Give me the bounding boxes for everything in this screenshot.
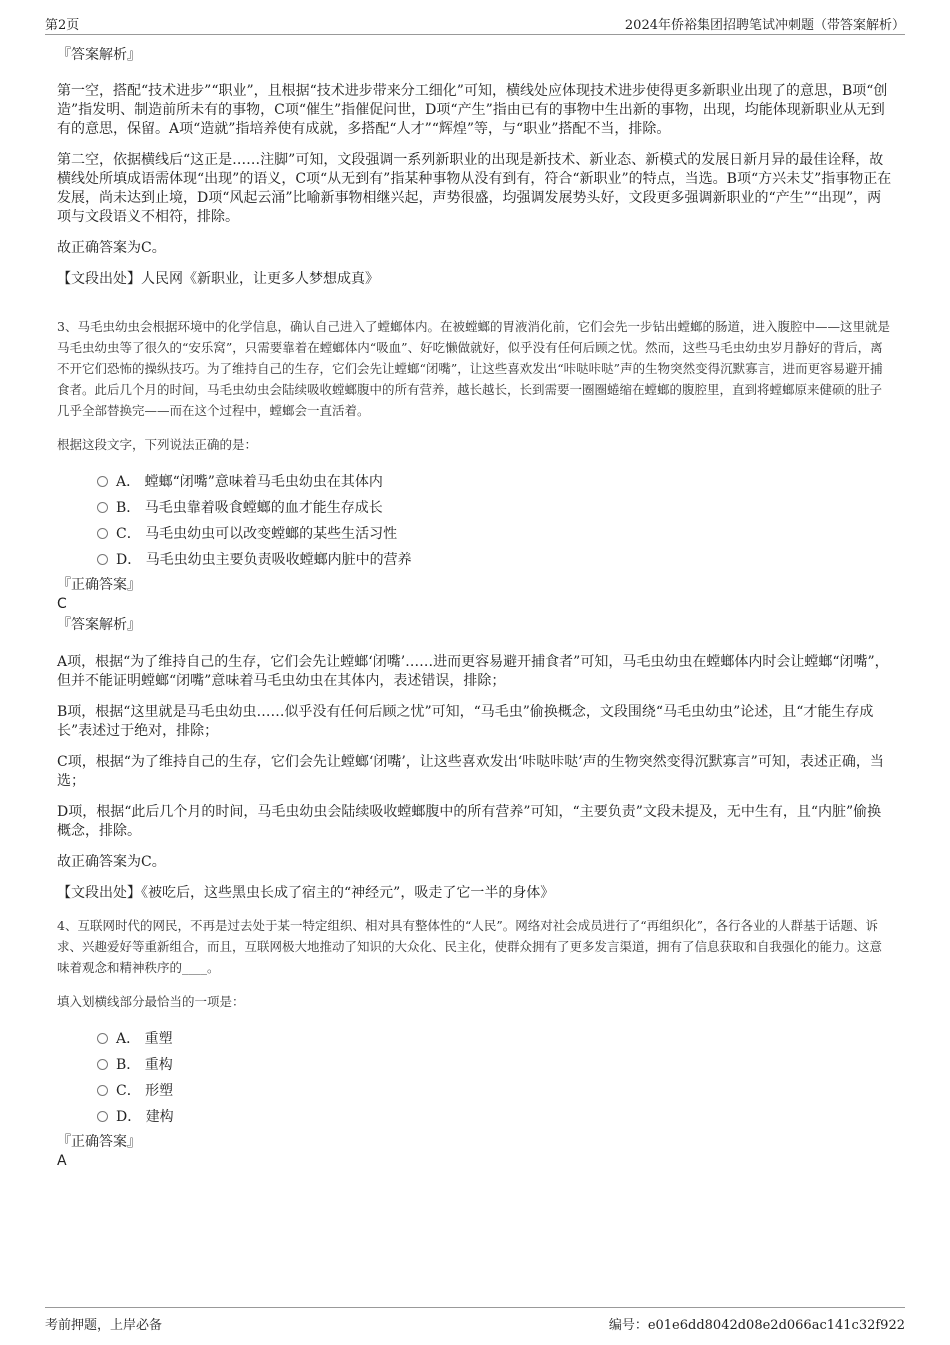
correct-answer: C: [57, 596, 67, 612]
question-3-stem: 3、马毛虫幼虫会根据环境中的化学信息，确认自己进入了螳螂体内。在被螳螂的胃液消化前，它们会先一步钻出螳螂的肠道，进入腹腔中——这里就是马毛虫幼虫等了很久的“安乐窝”，只需要靠着在螳螂体内“吸血”、好吃懒做就好，似乎没有任何后顾之忧。然而，这些马毛虫幼虫岁月静好的背后，离不开它们恐怖的操纵技巧。为了维持自己的生存，它们会先让螳螂“闭嘴”，让这些喜欢发出“咔哒咔哒”声的生物突然变得沉默寡言，进而更容易避开捕食者。此后几个月的时间，马毛虫幼虫会陆续吸收螳螂腹中的所有营养，越长越长，长到需要一圈圈蜷缩在螳螂的腹腔里，直到将螳螂原来健硕的肚子几乎全部替换完——而在这个过程中，螳螂会一直活着。: [57, 319, 890, 418]
analysis-label: 『答案解析』: [57, 47, 141, 63]
option-a[interactable]: A． 重塑: [97, 1026, 892, 1052]
option-a[interactable]: A． 螳螂“闭嘴”意味着马毛虫幼虫在其体内: [97, 469, 892, 495]
question-4-options: [97, 1026, 892, 1130]
question-3-options: [97, 469, 892, 573]
radio-icon[interactable]: [97, 502, 108, 513]
conclusion: 故正确答案为C。: [57, 240, 166, 256]
radio-icon[interactable]: [97, 1111, 108, 1122]
analysis-item-c: C项，根据“为了维持自己的生存，它们会先让螳螂‘闭嘴’，让这些喜欢发出‘咔哒咔哒’声的生物突然变得沉默寡言”可知，表述正确，当选；: [57, 754, 884, 789]
analysis-item-d: D项，根据“此后几个月的时间，马毛虫幼虫会陆续吸收螳螂腹中的所有营养”可知，“主要负责”文段未提及，无中生有，且“内脏”偷换概念，排除。: [57, 804, 882, 839]
analysis-item-b: B项，根据“这里就是马毛虫幼虫……似乎没有任何后顾之忧”可知，“马毛虫”偷换概念，文段围绕“马毛虫幼虫”论述，且“才能生存成长”表述过于绝对，排除；: [57, 704, 874, 739]
radio-icon[interactable]: [97, 554, 108, 565]
analysis-paragraph-1: 第一空，搭配“技术进步”“职业”，且根据“技术进步带来分工细化”可知，横线处应体现技术进步使得更多新职业出现了的意思，B项“创造”指发明、制造前所未有的事物，C项“催生”指催促问世，D项“产生”指由已有的事物中生出新的事物，出现，均能体现新职业从无到有的意思，保留。A项“造就”指培养使有成就，多搭配“人才”“辉煌”等，与“职业”搭配不当，排除。: [57, 83, 888, 137]
option-d[interactable]: D． 建构: [97, 1104, 892, 1130]
option-c[interactable]: C． 马毛虫幼虫可以改变螳螂的某些生活习性: [97, 521, 892, 547]
correct-answer-label: 『正确答案』: [57, 1134, 141, 1150]
page-number: 第2页: [45, 18, 80, 33]
analysis-label: 『答案解析』: [57, 617, 141, 633]
analysis-paragraph-2: 第二空，依据横线后“这正是……注脚”可知，文段强调一系列新职业的出现是新技术、新业态、新模式的发展日新月异的最佳诠释，故横线处所填成语需体现“出现”的语义，C项“从无到有”指某种事物从没有到有，符合“新职业”的特点，当选。B项“方兴未艾”指事物正在发展，尚未达到止境，D项“风起云涌”比喻新事物相继兴起，声势很盛，均强调发展势头好，文段更多强调新职业的“产生”“出现”，两项与文段语义不相符，排除。: [57, 152, 892, 225]
source-citation: 【文段出处】《被吃后，这些黑虫长成了宿主的“神经元”，吸走了它一半的身体》: [57, 885, 555, 901]
footer-slogan: 考前押题，上岸必备: [45, 1318, 163, 1333]
radio-icon[interactable]: [97, 476, 108, 487]
correct-answer-label: 『正确答案』: [57, 577, 141, 593]
page-footer: [45, 1307, 905, 1338]
page-header: [45, 12, 905, 35]
question-4-prompt: 填入划横线部分最恰当的一项是：: [57, 994, 245, 1009]
source-citation: 【文段出处】人民网《新职业，让更多人梦想成真》: [57, 271, 379, 287]
document-title: 2024年侨裕集团招聘笔试冲刺题（带答案解析）: [624, 18, 905, 33]
page-content: [57, 46, 892, 1171]
analysis-item-a: A项，根据“为了维持自己的生存，它们会先让螳螂‘闭嘴’……进而更容易避开捕食者”可知，马毛虫幼虫在螳螂体内时会让螳螂“闭嘴”，但并不能证明螳螂“闭嘴”意味着马毛虫幼虫在其体内，表述错误，排除；: [57, 654, 889, 689]
option-d[interactable]: D． 马毛虫幼虫主要负责吸收螳螂内脏中的营养: [97, 547, 892, 573]
document-id: 编号：e01e6dd8042d08e2d066ac141c32f922: [608, 1318, 905, 1333]
radio-icon[interactable]: [97, 1033, 108, 1044]
option-b[interactable]: B． 重构: [97, 1052, 892, 1078]
radio-icon[interactable]: [97, 1059, 108, 1070]
option-c[interactable]: C． 形塑: [97, 1078, 892, 1104]
radio-icon[interactable]: [97, 528, 108, 539]
correct-answer: A: [57, 1153, 67, 1169]
option-b[interactable]: B． 马毛虫靠着吸食螳螂的血才能生存成长: [97, 495, 892, 521]
question-4-stem: 4、互联网时代的网民，不再是过去处于某一特定组织、相对具有整体性的“人民”。网络对社会成员进行了“再组织化”，各行各业的人群基于话题、诉求、兴趣爱好等重新组合，而且，互联网极大地推动了知识的大众化、民主化，使群众拥有了更多发言渠道，拥有了信息获取和自我强化的能力。这意味着观念和精神秩序的____。: [57, 918, 883, 975]
question-3-prompt: 根据这段文字，下列说法正确的是：: [57, 437, 258, 452]
conclusion: 故正确答案为C。: [57, 854, 166, 870]
radio-icon[interactable]: [97, 1085, 108, 1096]
